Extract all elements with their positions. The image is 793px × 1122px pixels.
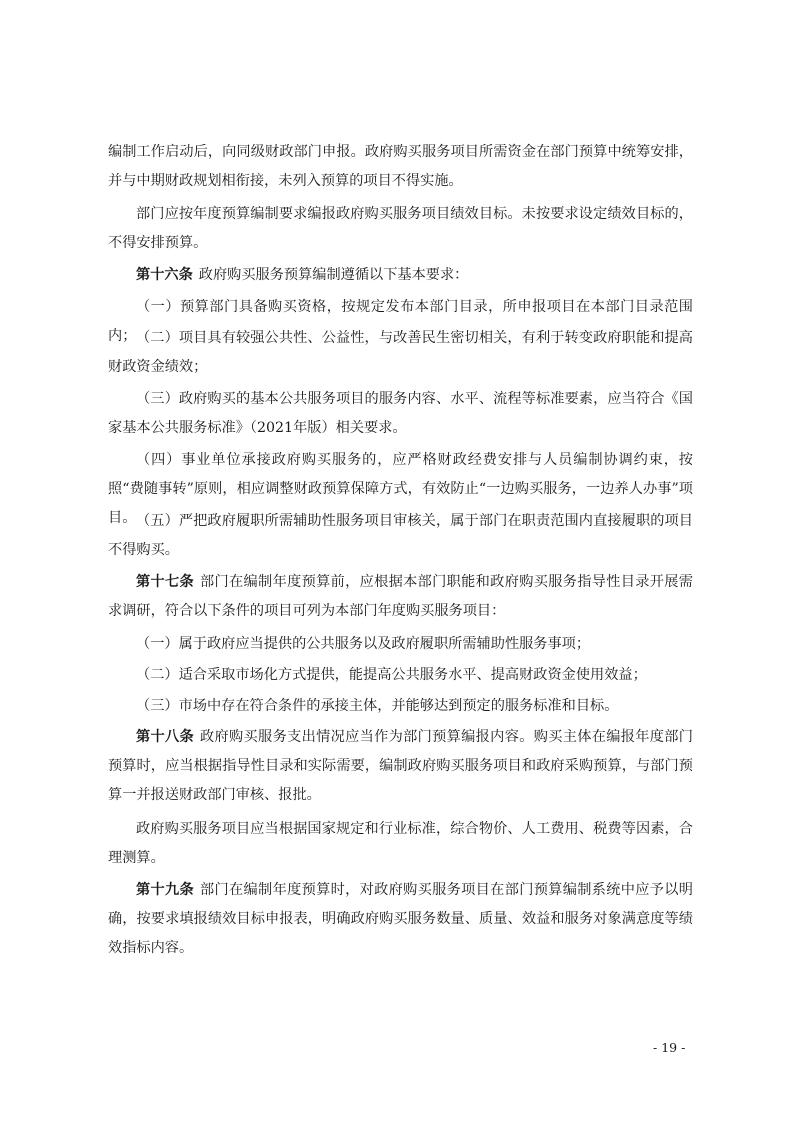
- article-18: 第十八条 政府购买服务支出情况应当作为部门预算编报内容。购买主体在编报年度部门预算时，应当根据指导性目录和实际需要，编制政府购买服务项目和政府采购预算，与部门预算一并报送财政部门审核、报批。: [108, 729, 693, 803]
- article-16: 第十六条 政府购买服务预算编制遵循以下基本要求：: [136, 267, 469, 283]
- list-item: （二）适合采取市场化方式提供，能提高公共服务水平、提高财政资金使用效益；: [136, 667, 647, 683]
- article-heading: 第十八条: [136, 729, 195, 745]
- list-item: （五）严把政府履职所需辅助性服务项目审核关，属于部门在职责范围内直接履职的项目不得购买。: [108, 513, 693, 558]
- paragraph: 部门应按年度预算编制要求编报政府购买服务项目绩效目标。未按要求设定绩效目标的，不得安排预算。: [108, 206, 693, 251]
- list-item: （三）政府购买的基本公共服务项目的服务内容、水平、流程等标准要素，应当符合《国家基本公共服务标准》（2021年版）相关要求。: [108, 391, 693, 436]
- paragraph: 政府购买服务项目应当根据国家规定和行业标准，综合物价、人工费用、税费等因素，合理测算。: [108, 821, 693, 866]
- list-item: （四）事业单位承接政府购买服务的，应严格财政经费安排与人员编制协调约束，按照“费随事转”原则，相应调整财政预算保障方式，有效防止“一边购买服务，一边养人办事”项目。: [108, 452, 693, 526]
- list-item: （二）项目具有较强公共性、公益性，与改善民生密切相关，有利于转变政府职能和提高财政资金绩效；: [108, 330, 693, 375]
- article-19: 第十九条 部门在编制年度预算时，对政府购买服务项目在部门预算编制系统中应予以明确，按要求填报绩效目标申报表，明确政府购买服务数量、质量、效益和服务对象满意度等绩效指标内容。: [108, 882, 693, 956]
- article-heading: 第十九条: [136, 882, 195, 898]
- article-heading: 第十七条: [136, 574, 195, 590]
- document-page: [108, 0, 693, 1122]
- article-heading: 第十六条: [136, 267, 193, 283]
- list-item: （一）属于政府应当提供的公共服务以及政府履职所需辅助性服务事项；: [136, 636, 591, 652]
- list-item: （一）预算部门具备购买资格，按规定发布本部门目录，所申报项目在本部门目录范围内；: [108, 299, 693, 344]
- article-17: 第十七条 部门在编制年度预算前，应根据本部门职能和政府购买服务指导性目录开展需求调研，符合以下条件的项目可列为本部门年度购买服务项目：: [108, 574, 693, 619]
- list-item: （三）市场中存在符合条件的承接主体，并能够达到预定的服务标准和目标。: [136, 698, 619, 714]
- page-number: - 19 -: [653, 1040, 686, 1055]
- paragraph-continuation: 编制工作启动后，向同级财政部门申报。政府购买服务项目所需资金在部门预算中统筹安排，并与中期财政规划相衔接，未列入预算的项目不得实施。: [108, 144, 693, 189]
